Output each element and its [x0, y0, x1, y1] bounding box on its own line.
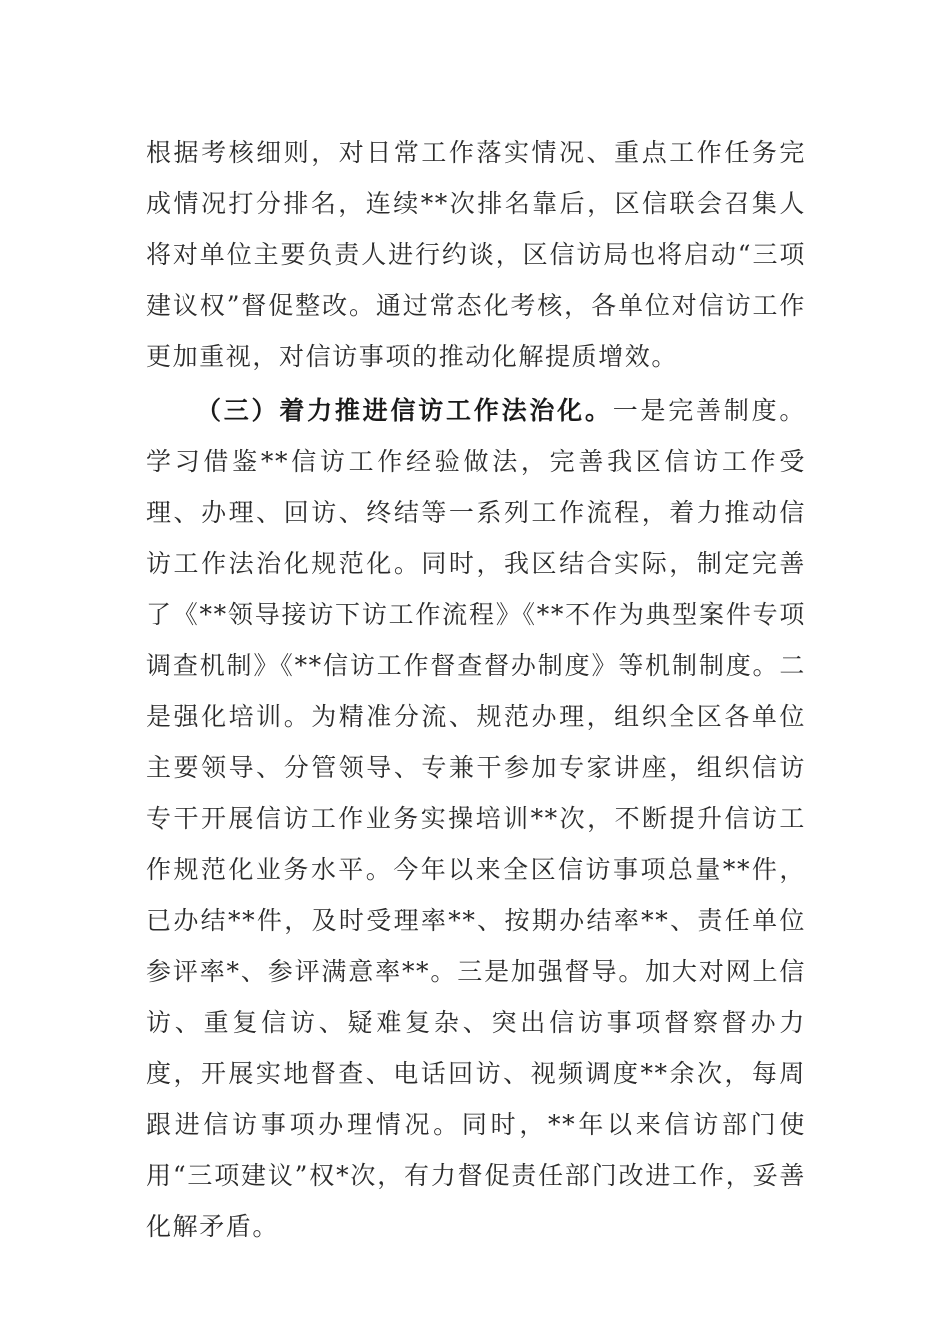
paragraph-section-3: [146, 385, 806, 1252]
paragraph-assessment: 根据考核细则，对日常工作落实情况、重点工作任务完成情况打分排名，连续**次排名靠后，区信联会召集人将对单位主要负责人进行约谈，区信访局也将启动“三项建议权”督促整改。通过常态化考核，各单位对信访工作更加重视，对信访事项的推动化解提质增效。: [146, 138, 806, 371]
section-body: 一是完善制度。学习借鉴**信访工作经验做法，完善我区信访工作受理、办理、回访、终结等一系列工作流程，着力推动信访工作法治化规范化。同时，我区结合实际，制定完善了《**领导接访下访工作流程》《**不作为典型案件专项调查机制》《**信访工作督查督办制度》等机制制度。二是强化培训。为精准分流、规范办理，组织全区各单位主要领导、分管领导、专兼干参加专家讲座，组织信访专干开展信访工作业务实操培训**次，不断提升信访工作规范化业务水平。今年以来全区信访事项总量**件，已办结**件，及时受理率**、按期办结率**、责任单位参评率*、参评满意率**。三是加强督导。加大对网上信访、重复信访、疑难复杂、突出信访事项督察督办力度，开展实地督查、电话回访、视频调度**余次，每周跟进信访事项办理情况。同时，**年以来信访部门使用“三项建议”权*次，有力督促责任部门改进工作，妥善化解矛盾。: [146, 396, 806, 1241]
section-heading: （三）着力推进信访工作法治化。: [196, 396, 613, 425]
